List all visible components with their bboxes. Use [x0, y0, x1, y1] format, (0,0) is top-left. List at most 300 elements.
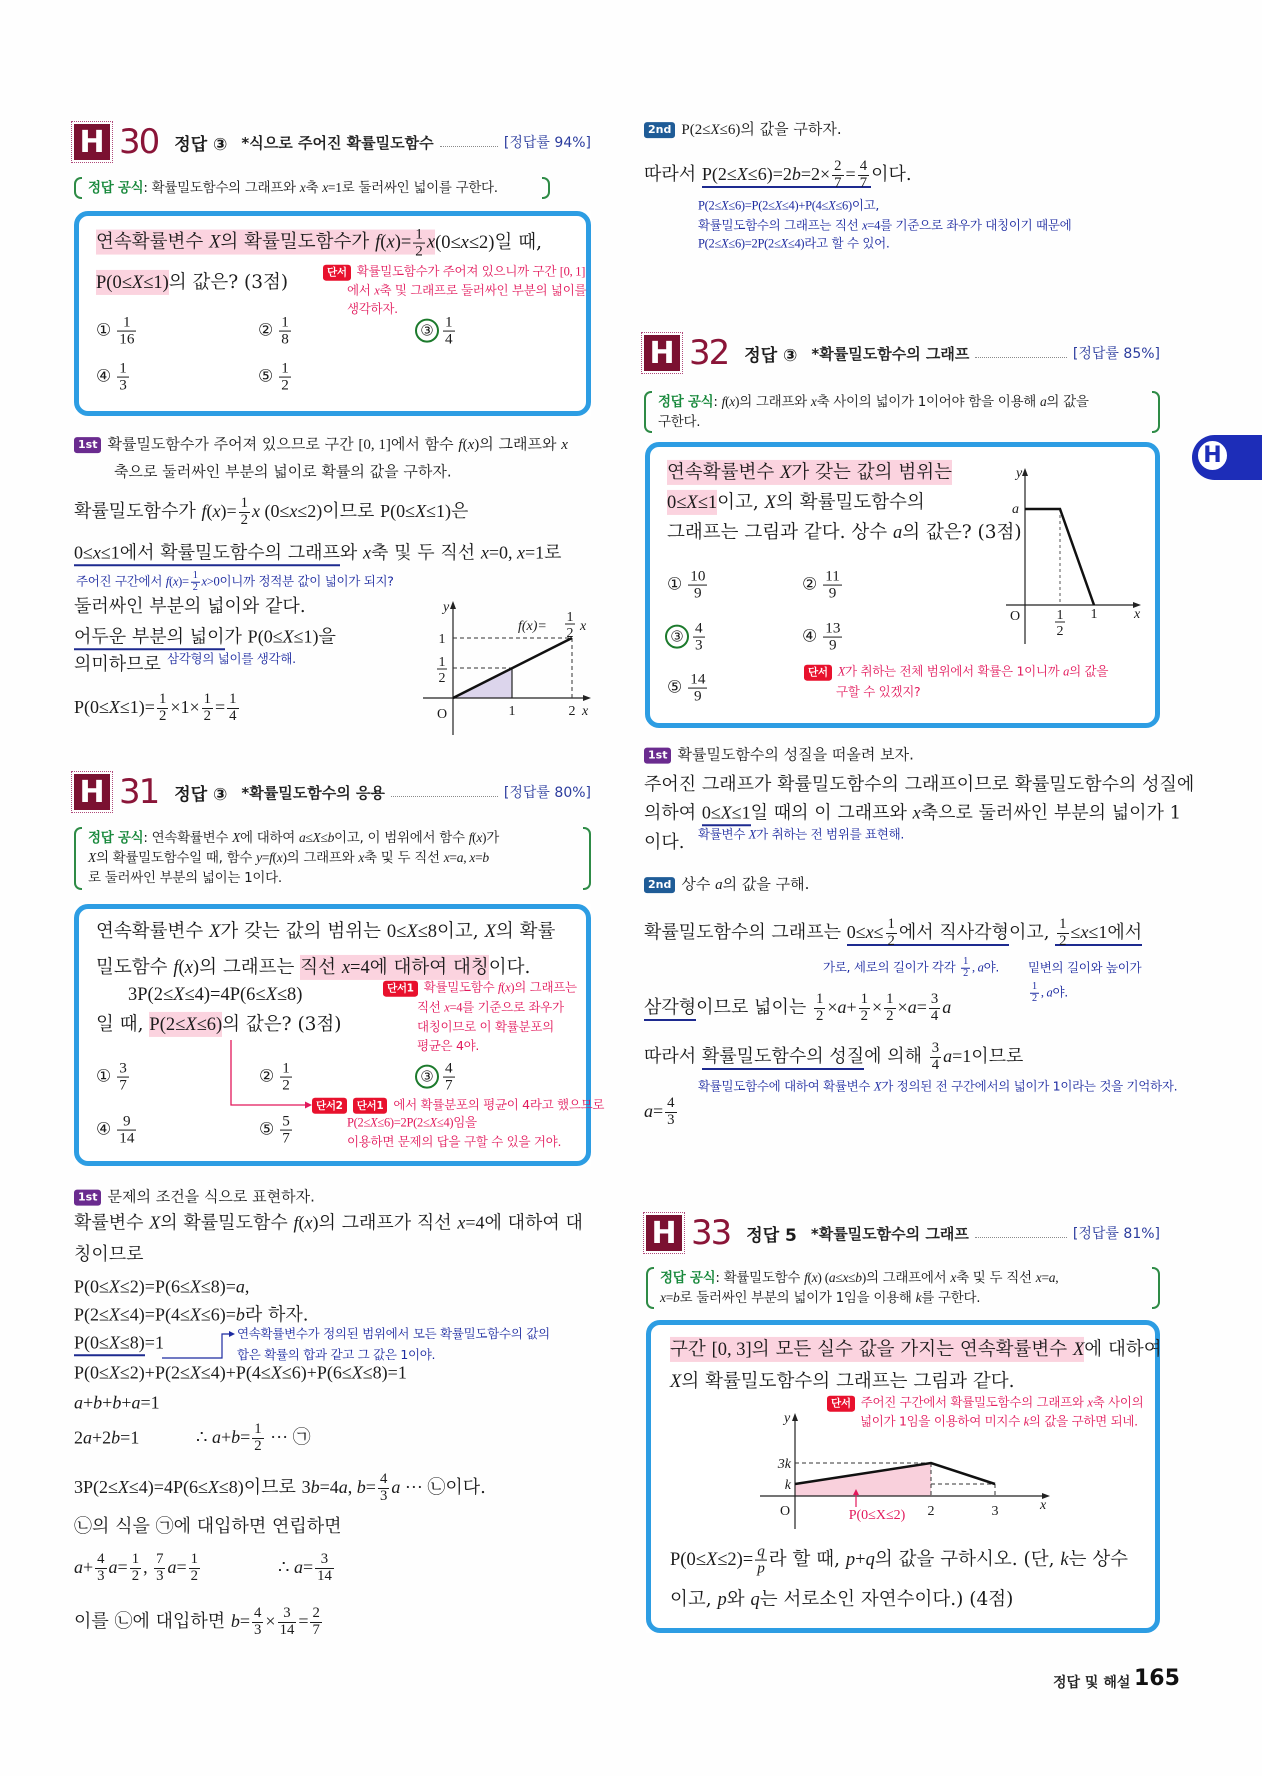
hint-line: [417, 1000, 564, 1017]
solution-step-1-continued: [114, 463, 452, 482]
math-variable: b: [231, 1427, 241, 1447]
math-variable: a: [1063, 664, 1070, 679]
math-variable: k: [1060, 1550, 1069, 1570]
arrow-right-icon: [305, 1102, 312, 1109]
fraction: [929, 992, 940, 1024]
footer-label: 정답 및 해설: [1053, 1675, 1131, 1691]
section-h-label: H: [74, 124, 110, 160]
math-expression: 7: [834, 174, 842, 191]
text-run: 에서 직사각형: [898, 922, 1009, 943]
math-variable: x: [862, 218, 868, 233]
numerator: [252, 1606, 263, 1623]
x-axis-label: x: [1134, 607, 1141, 622]
math-expression: [757, 1543, 765, 1560]
text-run: 을: [318, 626, 336, 648]
math-expression: 11: [825, 567, 840, 585]
math-expression: 14: [317, 1567, 332, 1584]
math-variable: X: [370, 1115, 378, 1130]
hint-badge: 단서: [323, 264, 351, 280]
text-run: 주어진 구간에서 확률밀도함수의 그래프와: [860, 1394, 1088, 1410]
hint-line: [347, 283, 586, 300]
math-expression: 3: [156, 1567, 164, 1584]
problem-box: [74, 904, 605, 1166]
math-expression: 2: [282, 1076, 290, 1094]
text-run: 의 모든 실수 값을 가지는 연속확률변수: [751, 1338, 1073, 1360]
fraction: [930, 1041, 941, 1073]
problem-text-line: [667, 491, 925, 515]
topic-label: *확률밀도함수의 그래프: [810, 1224, 969, 1243]
math-expression: [88, 850, 96, 865]
text-run: 의하여: [644, 802, 702, 824]
math-variable: f: [498, 980, 502, 995]
text-run: 축 사이의: [1092, 1394, 1144, 1410]
math-variable: X: [207, 1477, 219, 1497]
connector-line: [231, 1040, 306, 1105]
math-expression: 2a+2b=1: [74, 1427, 140, 1448]
hint-badge: 단서: [827, 1395, 855, 1411]
math-expression: [838, 665, 845, 679]
text-run: 연속확률변수: [96, 920, 210, 942]
math-variable: x: [184, 957, 193, 978]
solution-line: [74, 625, 336, 649]
numerator: [278, 1606, 297, 1623]
math-expression: 9: [829, 636, 837, 654]
math-expression: 3: [930, 991, 939, 1007]
math-expression: =: [215, 697, 226, 717]
text-run: 의 값을 구하면 되네.: [1028, 1413, 1138, 1429]
math-variable: x: [1080, 922, 1089, 942]
numerator: [823, 621, 842, 638]
math-expression: 1: [192, 569, 198, 581]
numerator: [859, 992, 870, 1009]
math-expression: 2: [886, 1007, 894, 1024]
solution-note: [698, 827, 904, 844]
numerator: [315, 1552, 334, 1569]
math-variable: f: [375, 233, 381, 253]
math-variable: b: [235, 1304, 245, 1325]
math-variable: b: [93, 1392, 103, 1413]
highlight: [670, 1337, 1084, 1362]
math-expression: a=: [167, 1557, 187, 1577]
math-variable: b: [356, 1477, 366, 1497]
choice-number: ⑤: [667, 677, 683, 698]
section-h-label: H: [644, 335, 680, 371]
math-expression: ×: [265, 1611, 276, 1631]
math-variable: p: [757, 1559, 765, 1577]
fraction: [755, 1544, 767, 1577]
solution-line: [74, 596, 306, 619]
text-run: : 확률밀도함수: [715, 1270, 805, 1286]
math-variable: x: [92, 542, 101, 563]
text-run: 연속확률변수가 정의된 범위에서 모든 확률밀도함수의 값의: [237, 1326, 550, 1342]
math-expression: 14: [119, 1129, 135, 1147]
math-variable: f: [804, 1270, 808, 1285]
text-run: 축 및 두 직선: [371, 542, 481, 564]
text-run: 따라서: [644, 164, 702, 185]
math-variable: x: [386, 233, 395, 253]
text-run: 이다.: [871, 164, 912, 185]
hint-badge: 단서1: [353, 1097, 388, 1113]
text-run: 의 확률밀도함수일 때, 함수: [95, 850, 257, 866]
x-tick-label: 2: [927, 1504, 935, 1519]
solution-line: [644, 1096, 679, 1128]
hint-badge: 단서: [804, 664, 832, 680]
fraction: [280, 1114, 292, 1147]
numerator: [884, 992, 895, 1009]
denominator: [688, 586, 707, 602]
math-expression: [942, 997, 951, 1017]
level-a-label: a: [1012, 502, 1019, 517]
x-axis-label: x: [582, 704, 589, 719]
math-expression: 4: [931, 1056, 940, 1073]
math-expression: 13: [825, 619, 841, 637]
math-expression: =: [298, 1611, 309, 1631]
math-expression: 1: [963, 955, 968, 967]
math-expression: ×a+: [827, 997, 857, 1017]
underline: [644, 997, 696, 1021]
math-expression: 2: [415, 242, 423, 260]
denominator: [665, 1113, 676, 1129]
choice-1: [96, 1061, 131, 1094]
text-run: 의 그래프와: [286, 850, 359, 866]
math-variable: x: [322, 180, 328, 195]
text-run: 의 값을 구하자.: [740, 120, 842, 139]
denominator: [117, 1078, 129, 1094]
math-variable: a: [298, 830, 306, 845]
math-variable: x: [363, 542, 372, 563]
math-expression: 2: [1059, 932, 1067, 949]
math-expression: =: [845, 164, 856, 184]
math-expression: 9: [123, 1112, 131, 1130]
text-run: 이고,: [437, 920, 485, 942]
fraction: [688, 569, 707, 602]
section-h-label: H: [74, 774, 110, 810]
numerator: [1057, 917, 1068, 934]
math-expression: [209, 922, 220, 942]
math-variable: X: [282, 626, 294, 647]
text-run: 는 서로소인 자연수이다.) (4점): [759, 1588, 1014, 1610]
y-tick-label: 1: [438, 632, 446, 647]
text-run: 이고,: [1008, 922, 1056, 943]
numerator: [117, 361, 129, 378]
dotted-leader: [975, 1237, 1067, 1238]
hint-line: [347, 1134, 561, 1150]
text-run: :: [713, 394, 722, 410]
denominator: [252, 1439, 263, 1455]
solution-note: [823, 957, 999, 980]
math-variable: x: [276, 850, 283, 865]
fraction: [154, 1552, 165, 1584]
choice-number: ③: [415, 319, 439, 343]
math-variable: x: [469, 850, 476, 865]
text-run: 삼각형: [644, 997, 697, 1018]
text-run: 확률변수: [74, 1212, 150, 1234]
numerator: [443, 1061, 455, 1078]
math-variable: X: [108, 1362, 120, 1383]
math-expression: [0, 1]: [358, 437, 391, 454]
text-run: 대칭이므로 이 확률분포의: [417, 1019, 554, 1035]
text-run: 가 갖는 값의 범위는: [791, 461, 953, 483]
math-expression: [363, 542, 371, 562]
math-variable: x: [660, 1290, 666, 1305]
math-expression: a=: [108, 1557, 128, 1577]
choice-number: ④: [96, 366, 112, 387]
math-expression: [751, 1590, 760, 1610]
math-expression: f(x)=: [201, 501, 237, 521]
text-run: 의 그래프와: [479, 435, 562, 454]
math-expression: 0≤X≤8: [386, 921, 438, 942]
math-variable: b: [673, 1290, 680, 1305]
math-variable: X: [484, 921, 496, 942]
y-axis-arrow-icon: [1022, 468, 1028, 476]
choice-number: ②: [258, 320, 274, 341]
denominator: [154, 1569, 165, 1585]
math-expression: P(0≤X≤8): [74, 1332, 145, 1353]
function-label-numerator: 1: [566, 610, 574, 625]
solution-line: [74, 1275, 249, 1299]
numerator: [443, 315, 455, 332]
math-variable: X: [873, 1079, 882, 1094]
math-expression: 4: [97, 1551, 105, 1567]
choice-number: ②: [802, 574, 818, 595]
solution-note: [698, 1079, 1177, 1096]
denominator: [413, 244, 425, 260]
math-expression: 4: [930, 1007, 939, 1024]
text-run: 따라서: [644, 1046, 702, 1067]
math-expression: [561, 437, 568, 453]
numerator: [665, 1096, 676, 1113]
highlight: [667, 460, 952, 485]
y-axis-label: y: [1016, 466, 1023, 481]
math-variable: a: [942, 997, 952, 1017]
y-tick-label: 3k: [777, 1457, 791, 1472]
solution-line: [644, 992, 951, 1024]
text-run: 를 기준으로 좌우가: [462, 999, 564, 1015]
x-tick-label: 2: [1056, 624, 1064, 639]
problem-text-line: [96, 271, 288, 295]
numerator: [117, 1114, 136, 1131]
choice-number: ⑤: [258, 366, 274, 387]
math-variable: X: [710, 122, 720, 139]
math-variable: b: [482, 850, 489, 865]
text-run: 연속확률변수: [667, 461, 781, 483]
math-variable: X: [828, 198, 836, 213]
text-run: 은: [450, 501, 469, 522]
math-expression: 3: [254, 1621, 262, 1638]
math-expression: x=b: [660, 1290, 680, 1305]
fraction: [858, 159, 869, 191]
problem-header: [644, 334, 1160, 372]
fraction: [832, 159, 843, 191]
math-variable: x: [912, 802, 921, 823]
x-axis-label: x: [1040, 1498, 1047, 1513]
text-run: 의 확률: [495, 920, 556, 942]
math-expression: 4: [445, 1059, 453, 1077]
denominator: [961, 969, 970, 980]
math-expression: 16: [119, 330, 135, 348]
math-variable: x: [505, 980, 511, 995]
math-expression: 2: [834, 158, 842, 174]
math-expression: a≤X≤b: [298, 830, 335, 845]
math-expression: P(0≤X≤1)=: [74, 697, 155, 717]
numerator: [413, 227, 425, 244]
fraction: [279, 361, 291, 394]
math-variable: X: [131, 272, 144, 293]
dotted-leader: [440, 146, 498, 147]
numerator: [929, 992, 940, 1009]
text-run: 이다.: [488, 956, 531, 978]
numerator: [688, 569, 707, 586]
math-expression: f(x): [173, 957, 200, 978]
math-variable: f: [201, 501, 207, 521]
text-run: 의 그래프와: [739, 394, 811, 410]
math-expression: 2: [254, 1437, 262, 1454]
math-expression: ∴ a=: [278, 1557, 314, 1577]
text-run: 야.: [983, 959, 1000, 975]
math-variable: X: [108, 697, 120, 717]
math-variable: y: [256, 850, 262, 865]
math-expression: 3b=4a, b=: [301, 1477, 376, 1497]
text-run: 구할 수 있겠지?: [836, 684, 921, 700]
hint-line: [860, 1414, 1138, 1431]
math-variable: f: [458, 437, 463, 454]
math-expression: ×: [872, 997, 883, 1017]
math-variable: X: [312, 830, 321, 845]
hint-line: [312, 1097, 604, 1114]
text-run: 둘러싸인 부분의 넓이와 같다.: [74, 595, 306, 617]
math-variable: X: [705, 1550, 718, 1570]
denominator: [202, 709, 213, 725]
problem-header: [646, 1214, 1160, 1252]
math-variable: q: [750, 1589, 760, 1610]
problem-number: 33: [691, 1213, 731, 1253]
math-variable: X: [721, 198, 729, 213]
math-expression: 3: [320, 1551, 329, 1567]
math-expression: 2: [887, 932, 895, 949]
choice-4: [96, 361, 131, 394]
function-label-variable: x: [580, 619, 587, 634]
solution-line: [644, 917, 1142, 949]
math-expression: ×a=: [897, 997, 927, 1017]
math-expression: 1: [281, 313, 289, 331]
answer-label: 정답 ③: [174, 134, 228, 155]
math-variable: p: [845, 1550, 856, 1570]
formula-line: [88, 848, 577, 868]
denominator: [239, 513, 250, 529]
math-expression: 14: [279, 1621, 295, 1638]
text-run: 일 때,: [494, 232, 542, 253]
choice-1: [667, 569, 709, 602]
text-run: 에서 함수: [390, 435, 459, 454]
text-run: 확률밀도함수가 주어져 있으니까 구간: [356, 263, 560, 279]
text-run: 밑변의 길이와 높이가: [1028, 960, 1142, 976]
numerator: [227, 692, 238, 709]
math-expression: 10: [690, 567, 706, 585]
math-variable: x: [341, 957, 351, 978]
math-variable: k: [915, 1290, 922, 1305]
fraction: [1030, 982, 1039, 1005]
formula-line: [660, 1288, 1146, 1308]
text-run: 확률밀도함수의 성질: [701, 1046, 865, 1067]
math-expression: 7: [859, 174, 868, 191]
math-expression: 2: [312, 1605, 320, 1621]
math-expression: 5: [282, 1112, 290, 1130]
text-run: 와: [726, 1588, 751, 1610]
hint-line: [827, 1395, 1143, 1412]
math-expression: P(0≤X≤2)+P(2≤X≤4)+P(4≤X≤6)+P(6≤X≤8)=1: [74, 1362, 407, 1383]
answer-formula: [74, 177, 550, 199]
math-variable: p: [717, 1589, 727, 1610]
math-variable: X: [108, 1276, 120, 1297]
formula-line: [658, 392, 1146, 412]
math-variable: x: [842, 1270, 849, 1285]
fraction: [95, 1552, 106, 1584]
fraction: [117, 315, 136, 348]
highlight: [96, 225, 436, 260]
math-variable: b: [327, 830, 335, 845]
math-variable: f: [173, 957, 179, 978]
origin-label: O: [1009, 609, 1021, 624]
denominator: [886, 934, 897, 950]
text-run: 에 대하여 대: [484, 1212, 583, 1234]
text-run: : 확률밀도함수의 그래프와: [143, 180, 300, 196]
highlight: [149, 1012, 222, 1037]
text-run: 평균은 4야.: [417, 1038, 480, 1054]
math-variable: x: [426, 233, 436, 253]
problem-text-line: [670, 1370, 1015, 1394]
choice-number: ①: [667, 574, 683, 595]
denominator: [315, 1569, 334, 1585]
label: 정답 공식: [658, 394, 714, 410]
math-expression: x>0: [201, 574, 220, 589]
denominator: [1057, 934, 1068, 950]
underline: [74, 626, 225, 650]
math-variable: x: [289, 501, 298, 521]
math-expression: 1: [229, 691, 237, 707]
underline: [701, 158, 871, 191]
hint-line: [323, 264, 585, 281]
problem-text-line: [96, 227, 542, 260]
choice-2: [258, 315, 293, 348]
math-expression: 2: [281, 376, 289, 394]
math-variable: b: [112, 1392, 122, 1413]
text-run: 이므로: [322, 501, 381, 522]
math-variable: a: [391, 1477, 401, 1497]
solution-step-1: [74, 1188, 315, 1207]
denominator: [157, 709, 168, 725]
denominator: [814, 1009, 825, 1025]
choice-3-correct: [665, 621, 707, 654]
fraction: [227, 692, 238, 724]
math-expression: 7: [156, 1551, 164, 1567]
math-variable: x: [443, 850, 450, 865]
choice-number: ①: [96, 320, 112, 341]
solution-line: [74, 1426, 139, 1450]
fraction: [688, 672, 707, 705]
solution-note: [237, 1326, 550, 1342]
formula-line: [88, 178, 536, 198]
underline: [702, 802, 751, 826]
math-variable: X: [209, 921, 221, 942]
math-expression: 3P(2≤X≤4)=4P(6≤X≤8): [74, 1477, 244, 1497]
text-run: 확률밀도함수가: [74, 501, 202, 522]
text-run: 의 그래프가 직선: [318, 1212, 458, 1234]
math-expression: 1: [240, 495, 248, 511]
math-expression: 1: [282, 1059, 290, 1077]
label: 정답 공식: [660, 1270, 716, 1286]
math-expression: [0, 3]: [711, 1339, 752, 1360]
math-expression: x=4: [862, 218, 881, 233]
